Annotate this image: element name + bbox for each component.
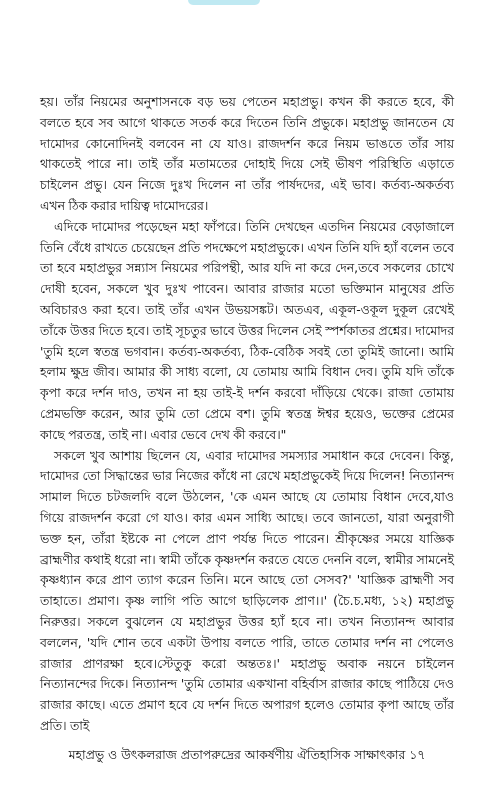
page-footer: মহাপ্রভু ও উৎকলরাজ প্রতাপরুদ্রের আকর্ষণীয় ঐতিহাসিক সাক্ষাৎকার ১৭ bbox=[68, 747, 426, 762]
top-edge-mark bbox=[188, 0, 260, 5]
paragraph-1: হয়। তাঁর নিয়মের অনুশাসনকে বড় ভয় পেতেন মহাপ্রভু। কখন কী করতে হবে, কী বলতে হবে সব আগে থাকতে সতর্ক করে দিতেন তিনি প্রভুকে। মহাপ্রভু জানতেন যে দামোদর কোনোদিনই বলবেন না যে যাও। রাজদর্শন করে নিয়ম ভাঙতে তাঁর সায় থাকতেই পারে না। তাই তাঁর মতামতের দোহাই দিয়ে সেই ভীষণ পরিস্থিতি এড়াতে চাইলেন প্রভু। যেন নিজে দুঃখ দিলেন না তাঁর পার্ষদদের, এই ভাব। কর্তব্য-অকর্তব্য এখন ঠিক করার দায়িত্ব দামোদরের। bbox=[40, 94, 454, 213]
paragraph-3: সকলে খুব আশায় ছিলেন যে, এবার দামোদর সমস্যার সমাধান করে দেবেন। কিন্তু, দামোদর তো সিদ্ধান্তের ভার নিজের কাঁধে না রেখে মহাপ্রভুকেই দিয়ে দিলেন! নিত্যানন্দ সামাল দিতে চটজলদি বলে উঠলেন, 'কে এমন আছে যে তোমায় বিধান দেবে,যাও গিয়ে রাজদর্শন করো গে যাও। কার এমন সাধ্যি আছে। তবে জানতো, যারা অনুরাগী ভক্ত হন, তাঁরা ইষ্টকে না পেলে প্রাণ পর্যন্ত দিতে পারেন। শ্রীকৃষ্ণের সময়ে যাজ্ঞিক ব্রাহ্মণীর কথাই ধরো না। স্বামী তাঁকে কৃষ্ণদর্শন করতে যেতে দেননি বলে, স্বামীর সামনেই কৃষ্ণধ্যান করে প্রাণ ত্যাগ করেন তিনি। মনে আছে তো সেসব?' 'যাজ্ঞিক ব্রাহ্মণী সব তাহাতে। প্রমাণ। কৃষ্ণ লাগি পতি আগে ছাড়িলেক প্রাণ।।' (চৈ.চ.মধ্য, ১২) মহাপ্রভু নিরুত্তর। সকলে বুঝলেন যে মহাপ্রভুর উত্তর হ্যাঁ হবে না। তখন নিত্যানন্দ আবার বললেন, 'যদি শোন তবে একটা উপায় বলতে পারি, তাতে তোমার দর্শন না পেলেও রাজার প্রাণরক্ষা হবে।স্টেতুকু করো অন্ততঃ।' মহাপ্রভু অবাক নয়নে চাইলেন নিত্যানন্দের দিকে। নিত্যানন্দ 'তুমি তোমার একখানা বহির্বাস রাজার কাছে পাঠিয়ে দেও রাজার কাছে। এতে প্রমাণ হবে যে দর্শন দিতে অপারগ হলেও তোমার কৃপা আছে তাঁর প্রতি। তাই bbox=[40, 447, 454, 733]
page-body bbox=[40, 92, 454, 737]
paragraph-2: এদিকে দামোদর পড়েছেন মহা ফাঁপরে। তিনি দেখছেন এতদিন নিয়মের বেড়াজালে তিনি বেঁধে রাখতে চেয়েছেন প্রতি পদক্ষেপে মহাপ্রভুকে। এখন তিনি যদি হ্যাঁ বলেন তবে তা হবে মহাপ্রভুর সন্ন্যাস নিয়মের পরিপন্থী, আর যদি না করে দেন,তবে সকলের চোখে দোষী হবেন, সকলে খুব দুঃখ পাবেন। আবার রাজার মতো ভক্তিমান মানুষের প্রতি অবিচারও করা হবে। তাই তাঁর এখন উভয়সঙ্কট। অতএব, একূল-ওকূল দুকূল রেখেই তাঁকে উত্তর দিতে হবে। তাই সূচতুর ভাবে উত্তর দিলেন সেই স্পর্শকাতর প্রশ্নের। দামোদর 'তুমি হলে স্বতন্ত্র ভগবান। কর্তব্য-অকর্তব্য, ঠিক-বেঠিক সবই তো তুমিই জানো। আমি হলাম ক্ষুদ্র জীব। আমার কী সাধ্য বলো, যে তোমায় আমি বিধান দেব। তুমি যদি তাঁকে কৃপা করে দর্শন দাও, তখন না হয় তাই-ই দর্শন করবো দাঁড়িয়ে থেকে। রাজা তোমায় প্রেমভক্তি করেন, আর তুমি তো প্রেমে বশ। তুমি স্বতন্ত্র ঈশ্বর হয়েও, ভক্তের প্রেমের কাছে পরতন্ত্র, তাই না। এবার ভেবে দেখ কী করবে।" bbox=[40, 218, 455, 442]
